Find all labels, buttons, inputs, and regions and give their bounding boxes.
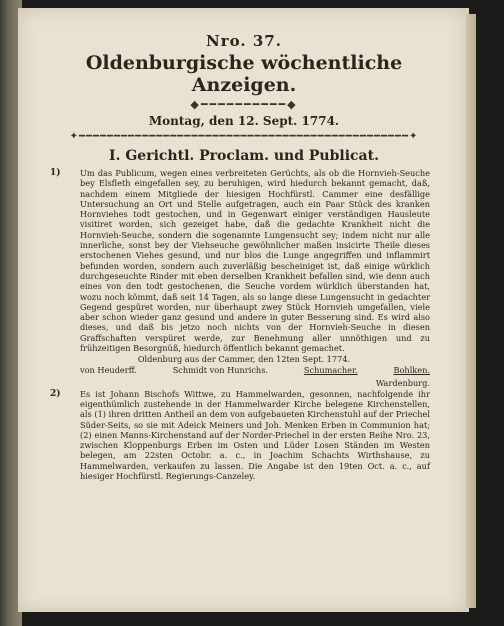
notice-1 [50, 168, 430, 354]
section-title: I. Gerichtl. Proclam. und Publicat. [109, 148, 379, 164]
issue-date: Montag, den 12. Sept. 1774. [148, 114, 340, 128]
signatories [58, 365, 430, 376]
signatory: von Heuderff. [80, 364, 137, 375]
signatory: Schumacher. [303, 364, 358, 375]
masthead-title: Oldenburgische wöchentliche Anzeigen. [85, 52, 403, 96]
separator-rule: ✦━━━━━━━━━━━━━━━━━━━━━━━━━━━━━━━━━━━━━━━━━━━━━━━✦ [69, 131, 419, 142]
notice-number: 1) [50, 168, 61, 178]
page-content [50, 32, 430, 482]
notice-text: Es ist Johann Bischofs Wittwe, zu Hammelwarden, gesonnen, nachfolgende ihr eigenthümlich zustehende in der Hammelwarder Kirche belegene Kirchenstellen, als (1) ihren dritten Antheil an dem von aufgebaueten Kirchenstuhl auf der Priechel Süder-Seits, so sie mit Adeick Meiners und Joh. Menken Erben in Communion hat; (2) einen Manns-Kirchenstand auf der Norder-Priechel in der ersten Reihe Nro. 23, zwischen Kloppenburgs Erben im Osten und Lüder Losen Ständen im Westen belegen, am 22sten Octobr. a. c., in Joachim Schachts Wirthshause, zu Hammelwarden, verkaufen zu lassen. Die Angabe ist den 19ten Oct. a. c., auf hiesiger Hochfürstl. Regierungs-Canzeley. [80, 388, 430, 482]
notice-number: 2) [50, 388, 61, 399]
newspaper-page [18, 8, 469, 612]
issue-number: Nro. 37. [206, 32, 282, 50]
ornament-rule: ◆━━━━━━━━━━◆ [190, 98, 298, 111]
notice-place: Wardenburg. [375, 377, 430, 388]
signatory: Bohlken. [393, 364, 430, 375]
notice-text: Um das Publicum, wegen eines verbreiteten Gerüchts, als ob die Hornvieh-Seuche bey Elsfleth eingefallen sey, zu beruhigen, wird hiedurch bekannt gemacht, daß, nachdem einem Mitgliede der hiesigen Hochfürstl. Cammer eine desfällige Untersuchung an Ort und Stelle aufgetragen, auch ein Paar Stück des kranken Hornviehes todt gestochen, und in Gegenwart einiger verständigen Hausleute visitiret worden, sich gezeiget habe, daß die gedachte Krankheit nicht die Hornvieh-Seuche, sondern die sogenannte Lungensucht sey; indem nicht nur alle innerliche, sonst bey der Viehseuche gewöhnlicher maßen insicirte Theile dieses erstochenen Viehes gesund, und nur blos die Lunge angegriffen und inflammirt befunden worden, sondern auch zuverläßig bescheiniget ist, daß einige würklich durchgeseuchte Rinder mit eben derselben Krankheit befallen sind, wie denn auch eines von den todt gestochenen, die Seuche vordem würklich überstanden hat, wozu noch kömmt, daß seit 14 Tagen, als so lange diese Lungensucht in gedachter Gegend gespüret worden, nur überhaupt zwey Stück Hornvieh umgefallen, viele aber schon wieder ganz gesund und andere in guter Besserung sind. Es wird also dieses, und daß bis jetzo noch nichts von der Hornvieh-Seuche in diesen Graffschaften verspüret werde, zur Benehmung aller unnöthigen und zu frühzeitigen Besorgnüß, hiedurch öffentlich bekannt gemachet. [80, 168, 430, 354]
place-date: Oldenburg aus der Cammer, den 12ten Sept. 1774. [137, 354, 351, 365]
signatory: Schmidt von Hunrichs. [172, 364, 268, 375]
notice-2 [50, 388, 430, 482]
page-edges [466, 14, 476, 608]
